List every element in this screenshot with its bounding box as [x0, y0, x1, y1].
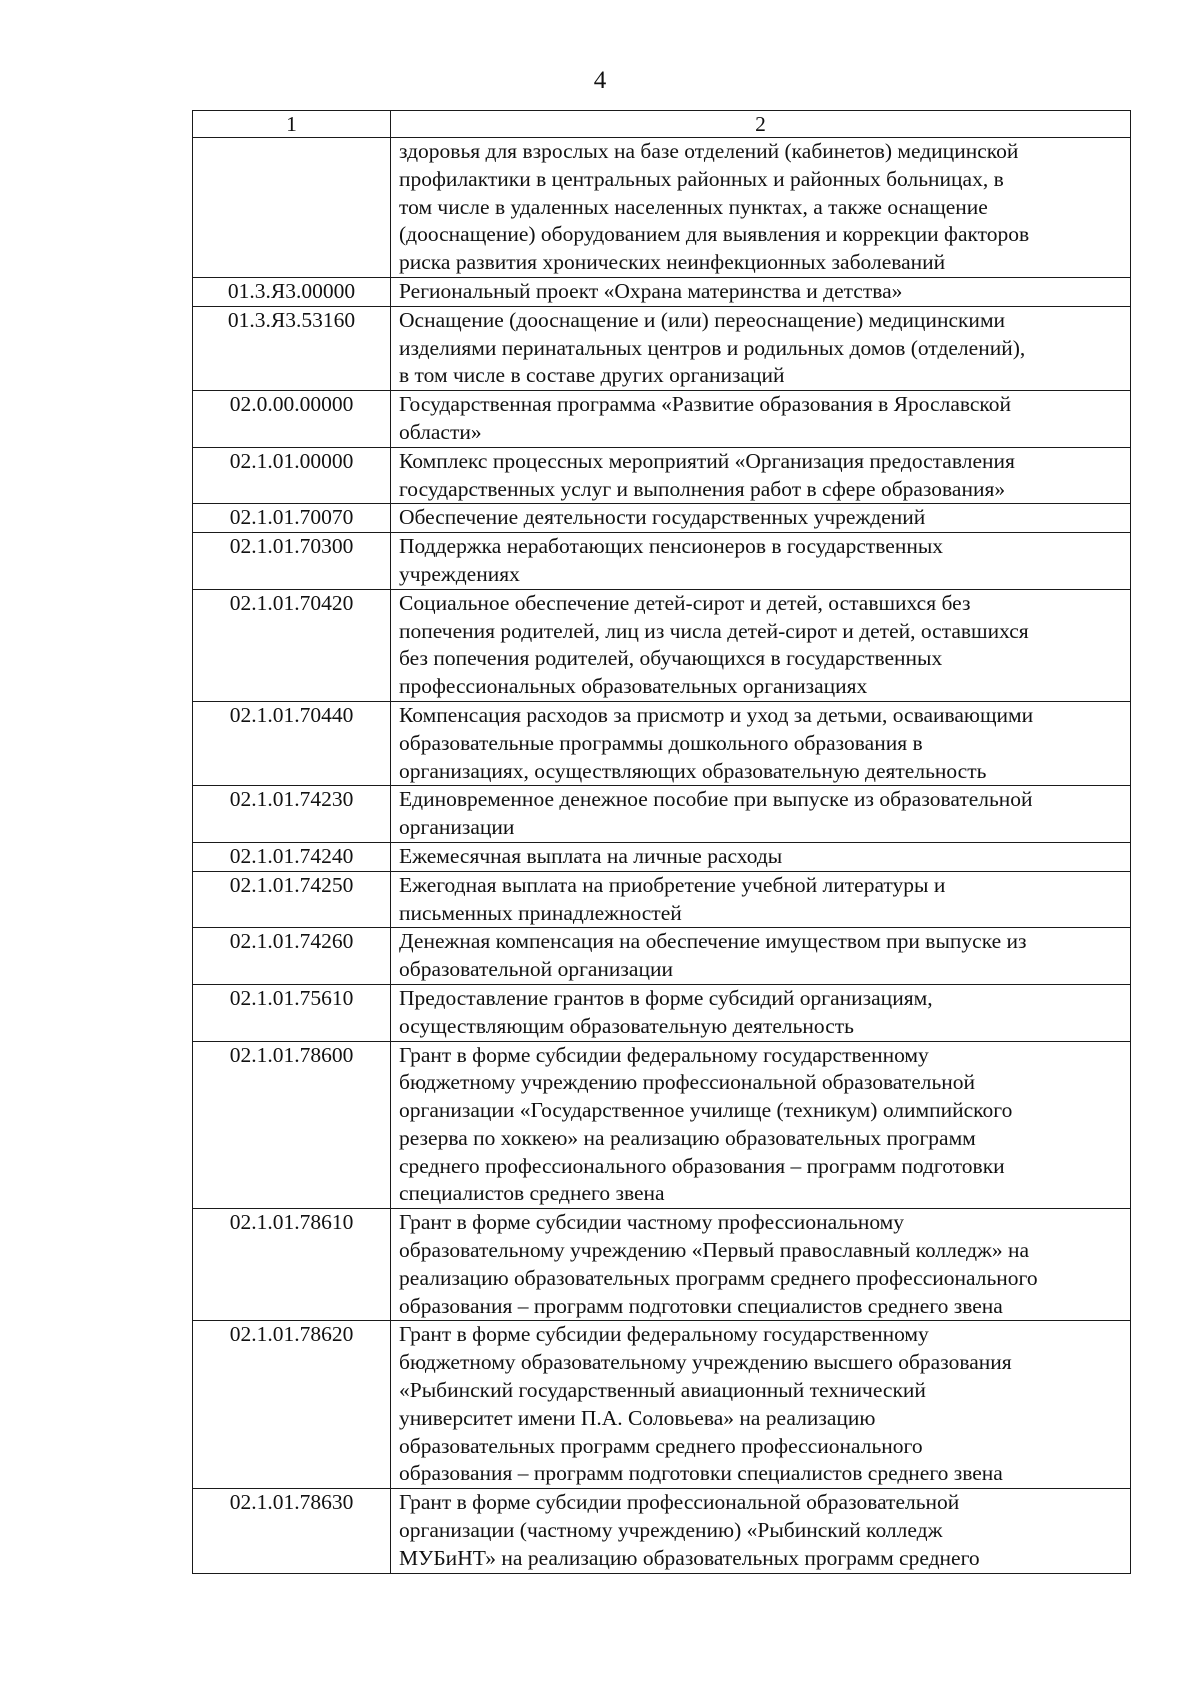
code-cell: 02.1.01.75610 — [193, 984, 391, 1041]
description-cell — [391, 138, 1131, 278]
description-line: Государственная программа «Развитие образования в Ярославской — [399, 392, 1012, 417]
table-row — [193, 786, 1131, 843]
description-line: организации «Государственное училище (техникум) олимпийского — [399, 1098, 1013, 1123]
page-number: 4 — [593, 67, 607, 94]
table-row — [193, 1489, 1131, 1573]
description-line: организации — [399, 815, 515, 840]
description-line: образовательных программ среднего профессионального — [399, 1433, 923, 1458]
description-line: бюджетному учреждению профессиональной образовательной — [399, 1070, 976, 1095]
description-line: профессиональных образовательных организациях — [399, 674, 868, 699]
header-row — [193, 111, 1131, 138]
description-line: Единовременное денежное пособие при выпуске из образовательной — [399, 787, 1033, 812]
table-row — [193, 533, 1131, 590]
description-line: Ежегодная выплата на приобретение учебной литературы и — [399, 872, 946, 897]
description-line: организациях, осуществляющих образовательную деятельность — [399, 758, 987, 783]
description-line: МУБиНТ» на реализацию образовательных программ среднего — [399, 1545, 980, 1570]
column-header-1: 1 — [193, 111, 391, 138]
description-line: профилактики в центральных районных и районных больницах, в — [399, 166, 1004, 191]
table-row — [193, 1041, 1131, 1209]
description-cell — [391, 306, 1131, 390]
code-cell: 02.1.01.74250 — [193, 871, 391, 928]
description-line: бюджетному образовательному учреждению высшего образования — [399, 1350, 1012, 1375]
description-line: здоровья для взрослых на базе отделений (кабинетов) медицинской — [399, 139, 1019, 163]
description-line: Денежная компенсация на обеспечение имуществом при выпуске из — [399, 929, 1027, 954]
description-line: Ежемесячная выплата на личные расходы — [399, 843, 783, 868]
code-cell — [193, 138, 391, 278]
description-line: Комплекс процессных мероприятий «Организация предоставления — [399, 448, 1015, 473]
description-cell — [391, 504, 1131, 533]
description-line: Грант в форме субсидии частному профессиональному — [399, 1210, 905, 1235]
description-cell — [391, 391, 1131, 448]
description-line: области» — [399, 419, 482, 444]
description-cell — [391, 928, 1131, 985]
code-cell: 01.3.Я3.00000 — [193, 277, 391, 306]
description-line: образовательные программы дошкольного образования в — [399, 730, 923, 755]
code-cell: 02.1.01.74260 — [193, 928, 391, 985]
code-cell: 02.0.00.00000 — [193, 391, 391, 448]
table-row — [193, 277, 1131, 306]
description-line: попечения родителей, лиц из числа детей-сирот и детей, оставшихся — [399, 618, 1029, 643]
description-line: реализацию образовательных программ среднего профессионального — [399, 1265, 1038, 1290]
description-line: образования – программ подготовки специалистов среднего звена — [399, 1461, 1003, 1486]
table-row — [193, 871, 1131, 928]
description-line: Поддержка неработающих пенсионеров в государственных — [399, 534, 944, 559]
description-line: Оснащение (дооснащение и (или) переоснащение) медицинскими — [399, 307, 1006, 332]
table-header — [193, 111, 1131, 138]
description-line: том числе в удаленных населенных пунктах, а также оснащение — [399, 194, 988, 219]
code-cell: 02.1.01.00000 — [193, 447, 391, 504]
description-line: Грант в форме субсидии федеральному государственному — [399, 1322, 929, 1347]
table-row — [193, 842, 1131, 871]
budget-codes-table — [192, 110, 1131, 1574]
table-row — [193, 928, 1131, 985]
description-cell — [391, 1489, 1131, 1573]
description-cell — [391, 842, 1131, 871]
description-line: осуществляющим образовательную деятельность — [399, 1013, 854, 1038]
description-line: организации (частному учреждению) «Рыбинский колледж — [399, 1518, 943, 1543]
code-cell: 02.1.01.74230 — [193, 786, 391, 843]
description-line: Региональный проект «Охрана материнства и детства» — [399, 278, 903, 303]
description-line: резерва по хоккею» на реализацию образовательных программ — [399, 1125, 976, 1150]
description-line: Компенсация расходов за присмотр и уход за детьми, осваивающими — [399, 702, 1034, 727]
code-cell: 02.1.01.78630 — [193, 1489, 391, 1573]
table-row — [193, 504, 1131, 533]
description-cell — [391, 1321, 1131, 1489]
description-cell — [391, 533, 1131, 590]
code-cell: 02.1.01.70440 — [193, 701, 391, 785]
code-cell: 02.1.01.78620 — [193, 1321, 391, 1489]
table-row — [193, 138, 1131, 278]
code-cell: 02.1.01.70070 — [193, 504, 391, 533]
code-cell: 02.1.01.70300 — [193, 533, 391, 590]
description-line: специалистов среднего звена — [399, 1181, 665, 1206]
description-line: Предоставление грантов в форме субсидий организациям, — [399, 985, 933, 1010]
description-line: изделиями перинатальных центров и родильных домов (отделений), — [399, 335, 1026, 360]
description-line: учреждениях — [399, 561, 520, 586]
table-row — [193, 391, 1131, 448]
code-cell: 02.1.01.78600 — [193, 1041, 391, 1209]
description-cell — [391, 786, 1131, 843]
description-cell — [391, 277, 1131, 306]
description-line: образования – программ подготовки специалистов среднего звена — [399, 1293, 1003, 1318]
code-cell: 02.1.01.70420 — [193, 589, 391, 701]
description-cell — [391, 447, 1131, 504]
description-line: образовательному учреждению «Первый православный колледж» на — [399, 1238, 1030, 1263]
description-cell — [391, 871, 1131, 928]
code-cell: 02.1.01.74240 — [193, 842, 391, 871]
description-line: риска развития хронических неинфекционных заболеваний — [399, 250, 946, 275]
description-line: «Рыбинский государственный авиационный технический — [399, 1378, 926, 1403]
description-cell — [391, 1209, 1131, 1321]
description-line: (дооснащение) оборудованием для выявления и коррекции факторов — [399, 222, 1030, 247]
table-row — [193, 306, 1131, 390]
description-line: Грант в форме субсидии профессиональной образовательной — [399, 1490, 960, 1515]
table-row — [193, 447, 1131, 504]
code-cell: 01.3.Я3.53160 — [193, 306, 391, 390]
description-line: без попечения родителей, обучающихся в государственных — [399, 646, 943, 671]
description-line: письменных принадлежностей — [399, 900, 682, 925]
table-row — [193, 1321, 1131, 1489]
table-row — [193, 1209, 1131, 1321]
description-line: университет имени П.А. Соловьева» на реализацию — [399, 1405, 876, 1430]
description-line: Обеспечение деятельности государственных учреждений — [399, 505, 926, 530]
code-cell: 02.1.01.78610 — [193, 1209, 391, 1321]
column-header-2: 2 — [391, 111, 1131, 138]
description-line: Социальное обеспечение детей-сирот и детей, оставшихся без — [399, 590, 971, 615]
description-line: Грант в форме субсидии федеральному государственному — [399, 1042, 929, 1067]
description-line: образовательной организации — [399, 957, 673, 982]
description-cell — [391, 589, 1131, 701]
description-line: среднего профессионального образования – программ подготовки — [399, 1153, 1005, 1178]
table-row — [193, 589, 1131, 701]
table-row — [193, 701, 1131, 785]
description-cell — [391, 1041, 1131, 1209]
table-body — [193, 138, 1131, 1574]
description-line: государственных услуг и выполнения работ в сфере образования» — [399, 476, 1006, 501]
description-cell — [391, 701, 1131, 785]
description-cell — [391, 984, 1131, 1041]
table-row — [193, 984, 1131, 1041]
description-line: в том числе в составе других организаций — [399, 363, 785, 388]
